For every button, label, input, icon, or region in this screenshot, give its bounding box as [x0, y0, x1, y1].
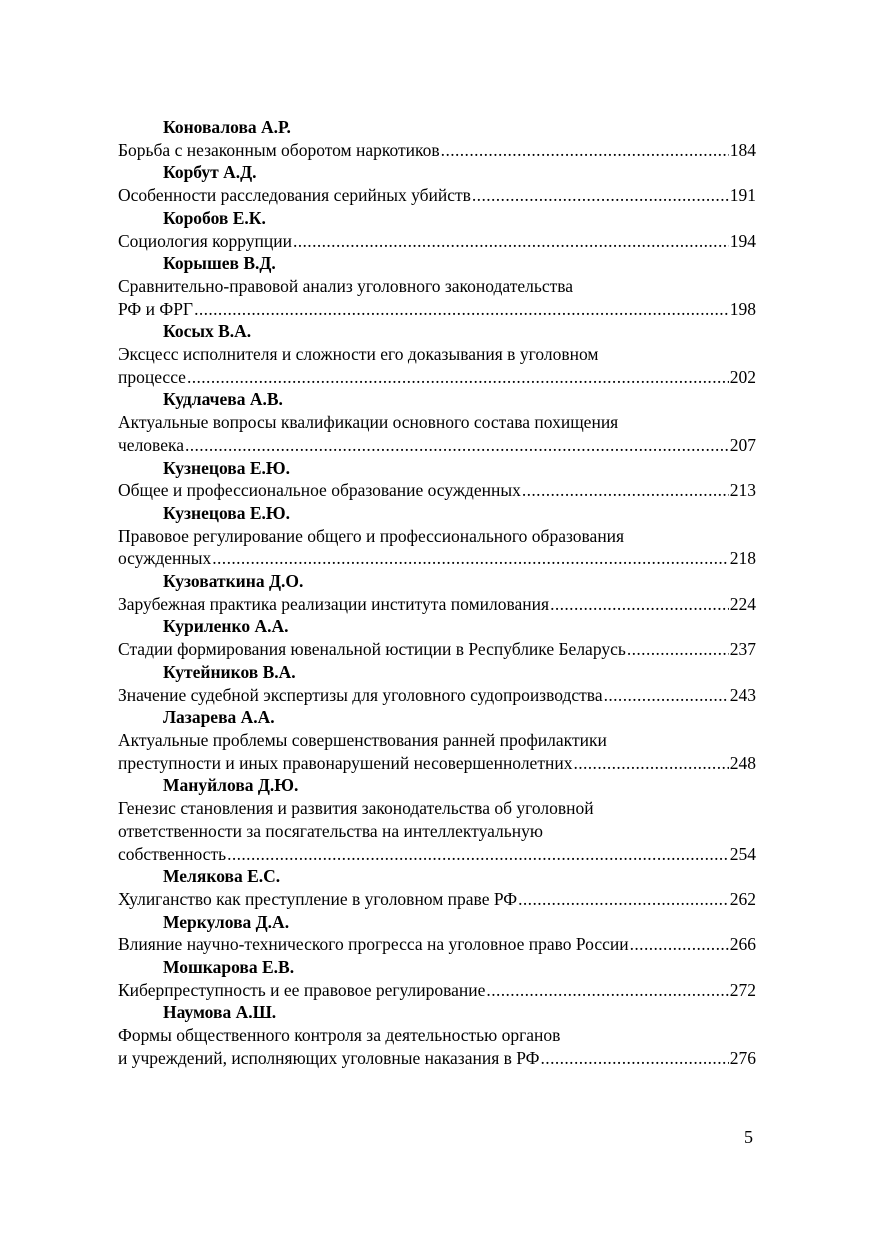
toc-entry[interactable] — [118, 161, 756, 206]
toc-title-line: Стадии формирования ювенальной юстиции в Республике Беларусь — [118, 639, 626, 660]
toc-title — [118, 139, 756, 162]
toc-leader-row — [118, 933, 756, 956]
toc-author: Мелякова Е.С. — [163, 866, 281, 887]
toc-author: Коробов Е.К. — [163, 207, 266, 228]
toc-title — [118, 979, 756, 1002]
dot-leader — [187, 366, 729, 389]
dot-leader — [518, 888, 729, 911]
toc-leader-row — [118, 230, 756, 253]
toc-title-line: Борьба с незаконным оборотом наркотиков — [118, 139, 440, 160]
toc-title-line: Правовое регулирование общего и профессионального образования — [118, 525, 625, 546]
toc-page-number: 198 — [729, 298, 756, 319]
dot-leader — [486, 979, 728, 1002]
dot-leader — [630, 933, 729, 956]
toc-leader-row — [118, 752, 756, 775]
toc-entry[interactable] — [118, 661, 756, 706]
toc-author: Куриленко А.А. — [163, 616, 289, 637]
toc-page-number: 272 — [729, 979, 756, 1000]
toc-leader-row — [118, 298, 756, 321]
toc-title-line: Формы общественного контроля за деятельностью органов — [118, 1025, 561, 1046]
dot-leader — [472, 184, 729, 207]
dot-leader — [541, 1047, 729, 1070]
toc-author: Кузнецова Е.Ю. — [163, 502, 290, 523]
toc-title — [118, 479, 756, 502]
toc-page-number: 194 — [729, 230, 756, 251]
toc-leader-row — [118, 843, 756, 866]
page-number: 5 — [744, 1127, 753, 1147]
dot-leader — [522, 479, 729, 502]
toc-title-line: Зарубежная практика реализации института помилования — [118, 593, 550, 614]
toc-leader-row — [118, 979, 756, 1002]
toc-title-line: Социология коррупции — [118, 230, 292, 251]
toc-entry[interactable] — [118, 320, 756, 388]
toc-title-line: Актуальные проблемы совершенствования ранней профилактики — [118, 729, 607, 750]
toc-title-line: Эксцесс исполнителя и сложности его доказывания в уголовном — [118, 344, 599, 365]
dot-leader — [604, 684, 729, 707]
toc-entry[interactable] — [118, 116, 756, 161]
toc-leader-row — [118, 888, 756, 911]
toc-author: Мануйлова Д.Ю. — [163, 775, 299, 796]
toc-author: Корышев В.Д. — [163, 253, 276, 274]
toc-title-line: человека — [118, 434, 184, 455]
toc-title-line: Значение судебной экспертизы для уголовного судопроизводства — [118, 684, 603, 705]
toc-author: Коновалова А.Р. — [163, 117, 291, 137]
toc-leader-row — [118, 593, 756, 616]
toc-entry[interactable] — [118, 1001, 756, 1069]
toc-title-line: процессе — [118, 366, 186, 387]
dot-leader — [441, 139, 729, 162]
toc-page-number: 266 — [729, 934, 756, 955]
toc-entry[interactable] — [118, 207, 756, 252]
dot-leader — [227, 843, 729, 866]
toc-author: Наумова А.Ш. — [163, 1002, 277, 1023]
toc-title-line: РФ и ФРГ — [118, 298, 194, 319]
toc-entry[interactable] — [118, 502, 756, 570]
dot-leader — [194, 298, 729, 321]
toc-title — [118, 184, 756, 207]
toc-page-number: 218 — [729, 548, 756, 569]
toc-title — [118, 593, 756, 616]
toc-title-line: Общее и профессиональное образование осужденных — [118, 480, 521, 501]
toc-title — [118, 343, 756, 388]
toc-page-number: 254 — [729, 843, 756, 864]
toc-page-number: 224 — [729, 593, 756, 614]
toc-page-number: 213 — [729, 480, 756, 501]
toc-title — [118, 230, 756, 253]
toc-title-line: Хулиганство как преступление в уголовном праве РФ — [118, 888, 518, 909]
toc-title — [118, 411, 756, 456]
toc-leader-row — [118, 139, 756, 162]
toc-leader-row — [118, 1047, 756, 1070]
toc-leader-row — [118, 366, 756, 389]
toc-title — [118, 888, 756, 911]
toc-title — [118, 729, 756, 774]
toc-author: Кузнецова Е.Ю. — [163, 457, 290, 478]
toc-entry[interactable] — [118, 706, 756, 774]
toc-title-line: ответственности за посягательства на интеллектуальную — [118, 820, 543, 841]
dot-leader — [185, 434, 729, 457]
toc-page-number: 243 — [729, 684, 756, 705]
toc-entry[interactable] — [118, 615, 756, 660]
toc-title-line: и учреждений, исполняющих уголовные наказания в РФ — [118, 1047, 540, 1068]
toc-author: Кудлачева А.В. — [163, 389, 283, 410]
toc-leader-row — [118, 184, 756, 207]
toc-title — [118, 525, 756, 570]
dot-leader — [212, 547, 729, 570]
toc-title-line: Актуальные вопросы квалификации основного состава похищения — [118, 412, 619, 433]
toc-entry[interactable] — [118, 774, 756, 865]
toc-page-number: 262 — [729, 888, 756, 909]
toc-title-line: Особенности расследования серийных убийств — [118, 185, 471, 206]
toc-title-line: Генезис становления и развития законодательства об уголовной — [118, 798, 594, 819]
toc-page-number: 191 — [729, 185, 756, 206]
toc-title-line: Киберпреступность и ее правовое регулирование — [118, 979, 486, 1000]
toc-author: Кутейников В.А. — [163, 661, 296, 682]
toc-leader-row — [118, 479, 756, 502]
toc-title-line: Влияние научно-технического прогресса на уголовное право России — [118, 934, 629, 955]
toc-author: Меркулова Д.А. — [163, 911, 290, 932]
toc-title — [118, 1024, 756, 1069]
toc-entry[interactable] — [118, 252, 756, 320]
toc-title-line: Сравнительно-правовой анализ уголовного законодательства — [118, 275, 574, 296]
toc-author: Мошкарова Е.В. — [163, 957, 295, 978]
toc-title — [118, 933, 756, 956]
toc-author: Косых В.А. — [163, 321, 252, 342]
toc-author: Корбут А.Д. — [163, 162, 257, 183]
dot-leader — [293, 230, 729, 253]
toc-title — [118, 275, 756, 320]
toc-title — [118, 684, 756, 707]
toc-author: Кузоваткина Д.О. — [163, 571, 304, 592]
dot-leader — [573, 752, 728, 775]
toc-entry[interactable] — [118, 457, 756, 502]
toc-page-number: 207 — [729, 434, 756, 455]
toc-title — [118, 638, 756, 661]
dot-leader — [627, 638, 729, 661]
toc-title-line: собственность — [118, 843, 227, 864]
dot-leader — [550, 593, 729, 616]
table-of-contents — [118, 116, 756, 1070]
toc-entry[interactable] — [118, 570, 756, 615]
toc-page-number: 202 — [729, 366, 756, 387]
toc-leader-row — [118, 547, 756, 570]
toc-page-number: 248 — [729, 752, 756, 773]
toc-leader-row — [118, 638, 756, 661]
toc-leader-row — [118, 434, 756, 457]
toc-entry[interactable] — [118, 865, 756, 910]
toc-title-line: осужденных — [118, 548, 212, 569]
toc-author: Лазарева А.А. — [163, 707, 275, 728]
toc-entry[interactable] — [118, 956, 756, 1001]
toc-page-number: 237 — [729, 639, 756, 660]
toc-entry[interactable] — [118, 388, 756, 456]
toc-page-number: 184 — [729, 139, 756, 160]
toc-leader-row — [118, 684, 756, 707]
toc-title-line: преступности и иных правонарушений несовершеннолетних — [118, 752, 573, 773]
toc-title — [118, 797, 756, 865]
toc-page-number: 276 — [729, 1047, 756, 1068]
toc-entry[interactable] — [118, 911, 756, 956]
